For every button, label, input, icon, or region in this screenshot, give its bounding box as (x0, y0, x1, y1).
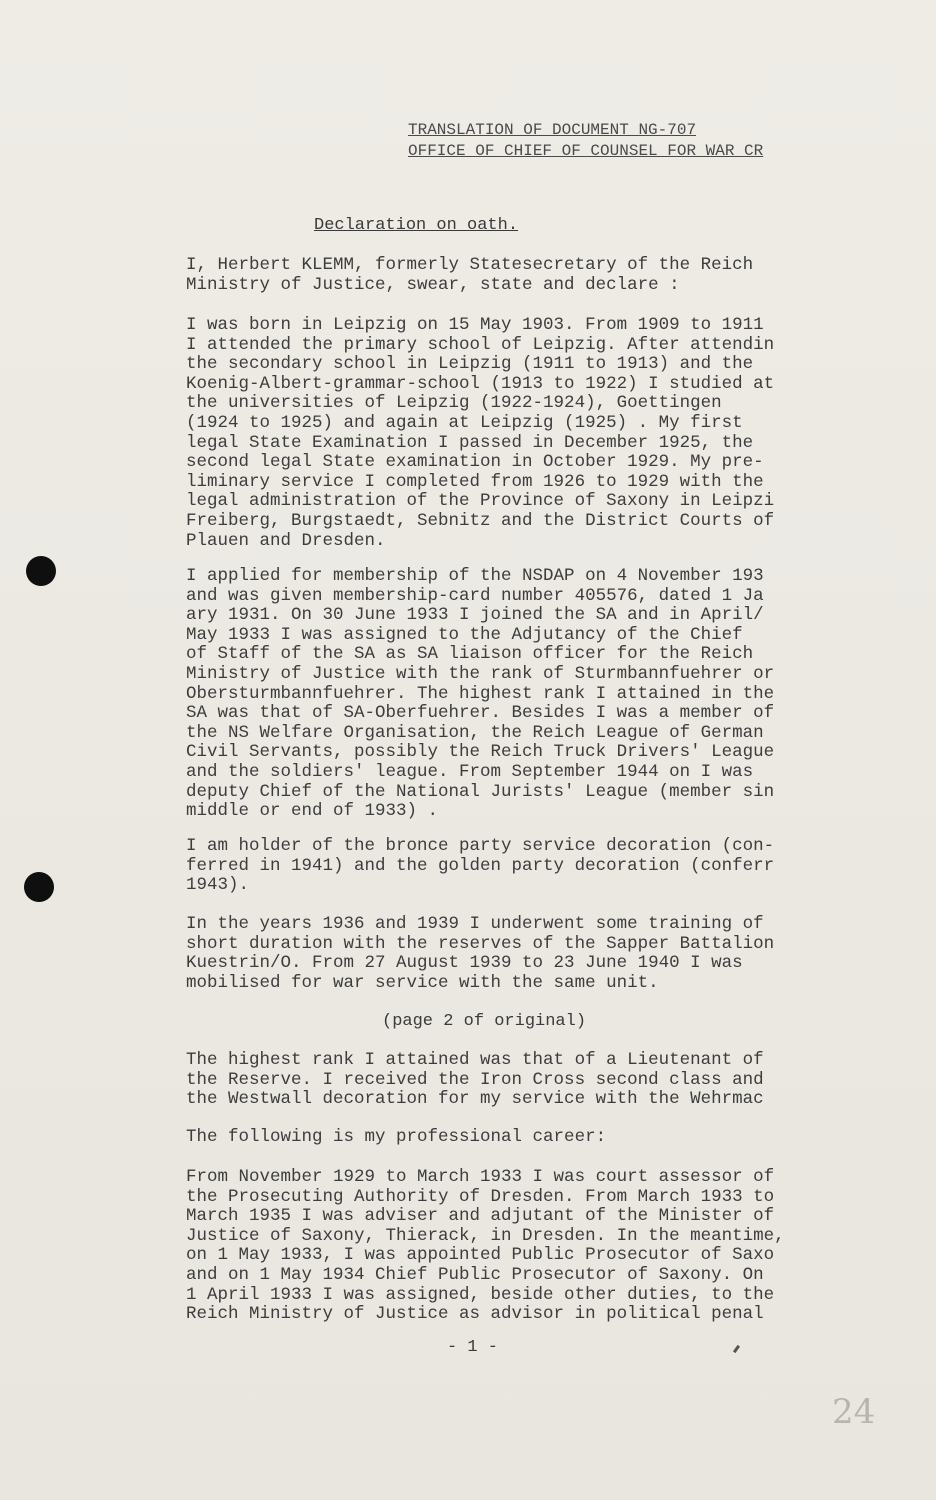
paragraph-intro (186, 256, 846, 295)
text-line: The highest rank I attained was that of a Lieutenant of (186, 1050, 764, 1070)
text-line: I attended the primary school of Leipzig. After attendin (186, 334, 775, 355)
text-line: March 1935 I was adviser and adjutant of the Minister of (186, 1206, 775, 1227)
text-line: Civil Servants, possibly the Reich Truck Drivers' League (186, 742, 775, 763)
text-line: and the soldiers' league. From September 1944 on I was (186, 761, 754, 782)
paragraph-military-training (186, 915, 846, 993)
text-line: and on 1 May 1934 Chief Public Prosecutor of Saxony. On (186, 1264, 764, 1285)
text-line: Justice of Saxony, Thierack, in Dresden. In the meantime, (186, 1225, 785, 1246)
paragraph-professional-career (186, 1168, 846, 1325)
header-line-2: OFFICE OF CHIEF OF COUNSEL FOR WAR CR (408, 142, 764, 160)
text-line: Obersturmbannfuehrer. The highest rank I attained in the (186, 683, 775, 704)
handwritten-page-number: 24 (832, 1392, 876, 1432)
document-header (408, 120, 908, 162)
punch-hole-lower (24, 872, 54, 902)
text-line: Reich Ministry of Justice as advisor in political penal (186, 1304, 764, 1325)
text-line: deputy Chief of the National Jurists' League (member sin (186, 781, 775, 802)
text-line: and was given membership-card number 405576, dated 1 Ja (186, 585, 764, 606)
text-line: In the years 1936 and 1939 I underwent some training of (186, 914, 764, 934)
text-line: Freiberg, Burgstaedt, Sebnitz and the District Courts of (186, 510, 775, 531)
text-line: Kuestrin/O. From 27 August 1939 to 23 June 1940 I was (186, 953, 743, 974)
original-page-reference: (page 2 of original) (382, 1012, 587, 1031)
text-line: Ministry of Justice, swear, state and declare : (186, 274, 680, 295)
paragraph-biography (186, 316, 846, 551)
text-line: the Reserve. I received the Iron Cross second class and (186, 1069, 764, 1090)
text-line: liminary service I completed from 1926 to 1929 with the (186, 471, 764, 492)
text-line: the NS Welfare Organisation, the Reich League of German (186, 722, 764, 743)
text-line: the secondary school in Leipzig (1911 to 1913) and the (186, 354, 754, 375)
text-line: 1943). (186, 875, 250, 896)
text-line: The following is my professional career: (186, 1127, 607, 1147)
declaration-title: Declaration on oath. (314, 216, 519, 235)
text-line: second legal State examination in October 1929. My pre- (186, 452, 764, 473)
text-line: Ministry of Justice with the rank of Sturmbannfuehrer or (186, 663, 775, 684)
text-line: on 1 May 1933, I was appointed Public Prosecutor of Saxo (186, 1245, 775, 1266)
paragraph-decorations (186, 837, 846, 896)
page-number: - 1 - (447, 1338, 499, 1357)
text-line: ferred in 1941) and the golden party decoration (conferr (186, 855, 775, 876)
text-line: short duration with the reserves of the Sapper Battalion (186, 933, 775, 954)
text-line: I applied for membership of the NSDAP on 4 November 193 (186, 566, 764, 586)
text-line: of Staff of the SA as SA liaison officer for the Reich (186, 644, 754, 665)
text-line: Koenig-Albert-grammar-school (1913 to 1922) I studied at (186, 373, 775, 394)
paragraph-military-rank (186, 1051, 846, 1110)
punch-hole-upper (26, 556, 56, 586)
text-line: 1 April 1933 I was assigned, beside other duties, to the (186, 1284, 775, 1305)
text-line: I was born in Leipzig on 15 May 1903. From 1909 to 1911 (186, 315, 764, 335)
text-line: the Prosecuting Authority of Dresden. From March 1933 to (186, 1186, 775, 1207)
text-line: (1924 to 1925) and again at Leipzig (1925) . My first (186, 412, 743, 433)
text-line: legal State Examination I passed in December 1925, the (186, 432, 754, 453)
text-line: May 1933 I was assigned to the Adjutancy of the Chief (186, 624, 743, 645)
text-line: I, Herbert KLEMM, formerly Statesecretary of the Reich (186, 255, 754, 275)
text-line: legal administration of the Province of Saxony in Leipzi (186, 491, 775, 512)
text-line: ary 1931. On 30 June 1933 I joined the SA and in April/ (186, 605, 764, 626)
text-line: Plauen and Dresden. (186, 530, 386, 551)
header-line-1: TRANSLATION OF DOCUMENT NG-707 (408, 121, 697, 139)
text-line: SA was that of SA-Oberfuehrer. Besides I was a member of (186, 703, 775, 724)
text-line: the universities of Leipzig (1922-1924), Goettingen (186, 393, 722, 414)
text-line: mobilised for war service with the same unit. (186, 972, 659, 993)
text-line: the Westwall decoration for my service with the Wehrmac (186, 1089, 764, 1110)
paragraph-career-heading (186, 1128, 846, 1148)
text-line: middle or end of 1933) . (186, 801, 439, 822)
paragraph-party-membership (186, 567, 846, 822)
text-line: I am holder of the bronce party service decoration (con- (186, 836, 775, 856)
text-line: From November 1929 to March 1933 I was court assessor of (186, 1167, 775, 1187)
pencil-mark (733, 1345, 740, 1353)
